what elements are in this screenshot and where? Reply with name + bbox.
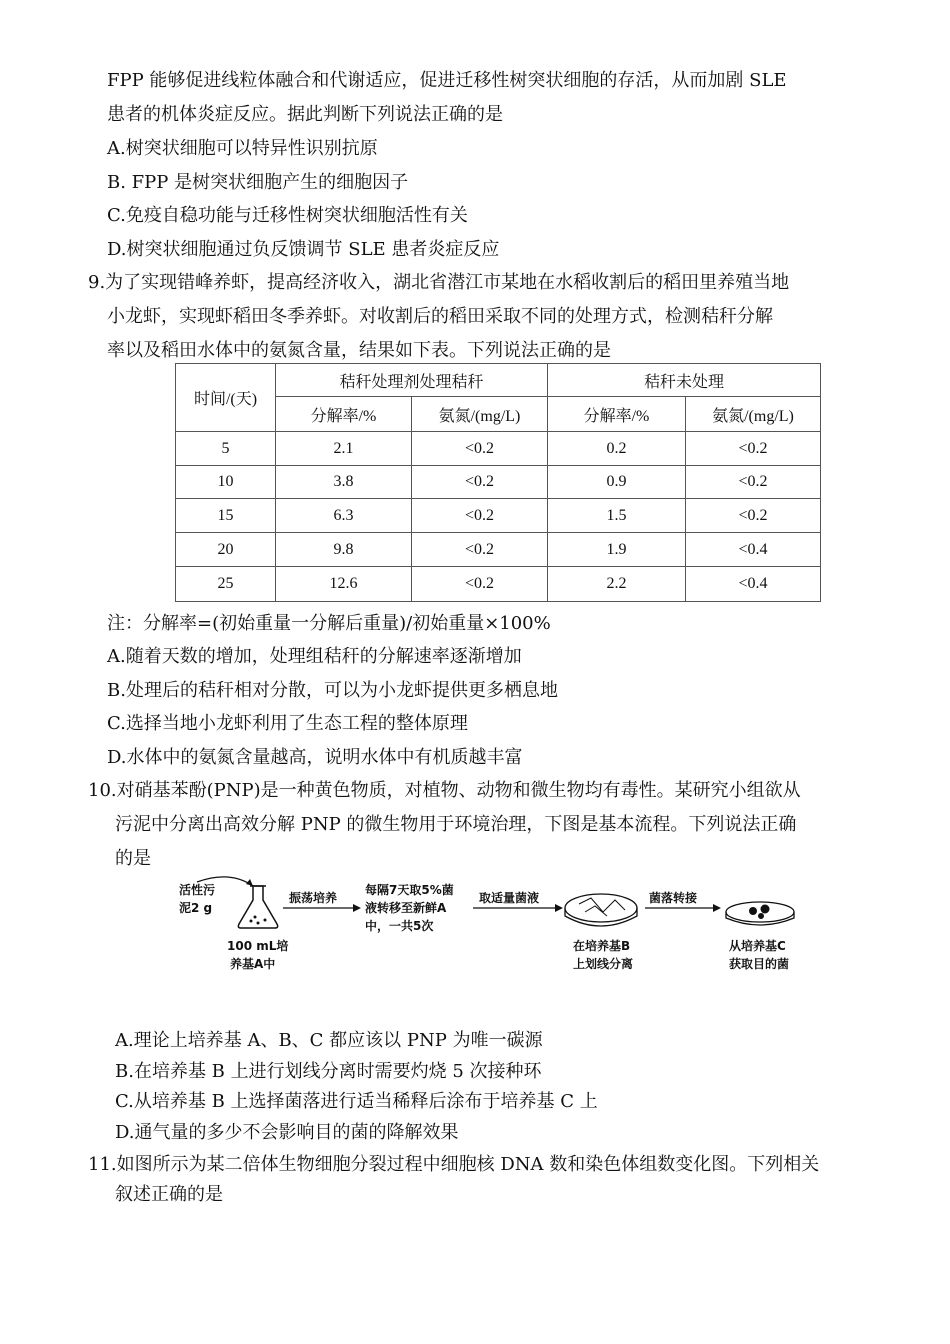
- q10-text-line-3: 的是: [115, 848, 151, 869]
- header-treated: 秸秆处理剂处理秸秆: [276, 364, 548, 397]
- q9-option-d: D.水体中的氨氮含量越高，说明水体中有机质越丰富: [107, 747, 523, 768]
- table-cell: <0.2: [412, 499, 548, 533]
- plate-b-label-2: 上划线分离: [573, 957, 634, 971]
- q9-text-line-2: 小龙虾，实现虾稻田冬季养虾。对收割后的稻田采取不同的处理方式，检测秸秆分解: [107, 306, 773, 327]
- header-untreated: 秸秆未处理: [548, 364, 821, 397]
- table-cell: 6.3: [276, 499, 412, 533]
- flask-label-2: 养基A中: [230, 957, 276, 971]
- colony-icon: [749, 907, 757, 915]
- step-label-2: 液转移至新鲜A: [365, 901, 447, 915]
- step-label-1: 每隔7天取5%菌: [365, 883, 454, 897]
- arrow-2-head-icon: [555, 904, 563, 912]
- subheader-treated-rate: 分解率/%: [276, 397, 412, 432]
- table-cell: 0.2: [548, 432, 686, 466]
- q9-option-b: B.处理后的秸秆相对分散，可以为小龙虾提供更多栖息地: [107, 680, 558, 701]
- table-cell: 3.8: [276, 466, 412, 499]
- table-cell: <0.2: [412, 466, 548, 499]
- table-cell: 25: [176, 567, 276, 602]
- table-cell: 5: [176, 432, 276, 466]
- plate-b-icon: [565, 894, 637, 922]
- colony-icon: [758, 913, 764, 919]
- table-cell: 2.2: [548, 567, 686, 602]
- header-time: 时间/(天): [176, 364, 276, 432]
- q9-note: 注：分解率=(初始重量一分解后重量)/初始重量×100%: [107, 613, 551, 634]
- table-cell: <0.4: [686, 567, 821, 602]
- q8-option-a: A.树突状细胞可以特异性识别抗原: [107, 138, 378, 159]
- q9-text-line-3: 率以及稻田水体中的氨氮含量，结果如下表。下列说法正确的是: [107, 340, 611, 361]
- q8-option-d: D.树突状细胞通过负反馈调节 SLE 患者炎症反应: [107, 239, 500, 260]
- q8-option-c: C.免疫自稳功能与迁移性树突状细胞活性有关: [107, 205, 468, 226]
- step-label-3: 中，一共5次: [365, 919, 434, 933]
- q8-text-line-2: 患者的机体炎症反应。据此判断下列说法正确的是: [107, 104, 503, 125]
- flask-label-1: 100 mL培: [227, 939, 289, 953]
- table-cell: 2.1: [276, 432, 412, 466]
- q10-option-a: A.理论上培养基 A、B、C 都应该以 PNP 为唯一碳源: [115, 1030, 543, 1051]
- table-cell: 9.8: [276, 533, 412, 567]
- q9-data-table: [175, 363, 821, 602]
- table-cell: 10: [176, 466, 276, 499]
- table-cell: <0.4: [686, 533, 821, 567]
- table-cell: <0.2: [412, 533, 548, 567]
- table-cell: 15: [176, 499, 276, 533]
- arrow-1-label: 振荡培养: [289, 891, 338, 905]
- q9-text-line-1: 9.为了实现错峰养虾，提高经济收入，湖北省潜江市某地在水稻收割后的稻田里养殖当地: [88, 272, 790, 293]
- flask-particle: [264, 919, 267, 922]
- q10-option-c: C.从培养基 B 上选择菌落进行适当稀释后涂布于培养基 C 上: [115, 1091, 598, 1112]
- table-row: [176, 567, 821, 602]
- table-cell: <0.2: [412, 567, 548, 602]
- subheader-untreated-rate: 分解率/%: [548, 397, 686, 432]
- q10-flow-diagram: [175, 872, 815, 982]
- table-cell: 0.9: [548, 466, 686, 499]
- table-cell: 20: [176, 533, 276, 567]
- table-cell: 1.5: [548, 499, 686, 533]
- arrow-1-head-icon: [353, 904, 361, 912]
- table-row: [176, 466, 821, 499]
- table-cell: 1.9: [548, 533, 686, 567]
- arrow-3-head-icon: [713, 904, 721, 912]
- streak-lines: [579, 898, 625, 916]
- q8-option-b: B. FPP 是树突状细胞产生的细胞因子: [107, 172, 409, 193]
- table-cell: <0.2: [686, 432, 821, 466]
- plate-c-label-1: 从培养基C: [729, 939, 786, 953]
- table-cell: 12.6: [276, 567, 412, 602]
- table-cell: <0.2: [686, 499, 821, 533]
- q10-text-line-2: 污泥中分离出高效分解 PNP 的微生物用于环境治理，下图是基本流程。下列说法正确: [115, 814, 797, 835]
- q10-text-line-1: 10.对硝基苯酚(PNP)是一种黄色物质，对植物、动物和微生物均有毒性。某研究小组欲从: [88, 780, 801, 801]
- q10-option-d: D.通气量的多少不会影响目的菌的降解效果: [115, 1122, 459, 1143]
- table-row: [176, 432, 821, 466]
- plate-c-icon: [726, 902, 794, 922]
- plate-b-label-1: 在培养基B: [573, 939, 631, 953]
- q10-option-b: B.在培养基 B 上进行划线分离时需要灼烧 5 次接种环: [115, 1061, 542, 1082]
- table-cell: <0.2: [412, 432, 548, 466]
- q9-option-c: C.选择当地小龙虾利用了生态工程的整体原理: [107, 713, 468, 734]
- plate-c-label-2: 获取目的菌: [729, 957, 790, 971]
- flask-particle: [250, 920, 253, 923]
- arrow-3-label: 菌落转接: [649, 891, 698, 905]
- table-row: [176, 499, 821, 533]
- subheader-untreated-nh: 氨氮/(mg/L): [686, 397, 821, 432]
- sludge-label-1: 活性污: [179, 883, 216, 897]
- sludge-label-2: 泥2 g: [179, 901, 213, 915]
- q8-text-line-1: FPP 能够促进线粒体融合和代谢适应，促进迁移性树突状细胞的存活，从而加剧 SLE: [107, 70, 787, 91]
- arrow-2-label: 取适量菌液: [479, 891, 540, 905]
- table-row: [176, 533, 821, 567]
- colony-icon: [761, 905, 770, 914]
- flask-particle: [254, 916, 257, 919]
- q11-text-line-2: 叙述正确的是: [115, 1184, 223, 1205]
- q9-option-a: A.随着天数的增加，处理组秸秆的分解速率逐渐增加: [107, 646, 522, 667]
- subheader-treated-nh: 氨氮/(mg/L): [412, 397, 548, 432]
- flask-particle: [257, 922, 260, 925]
- table-cell: <0.2: [686, 466, 821, 499]
- q11-text-line-1: 11.如图所示为某二倍体生物细胞分裂过程中细胞核 DNA 数和染色体组数变化图。下列相关: [88, 1154, 820, 1175]
